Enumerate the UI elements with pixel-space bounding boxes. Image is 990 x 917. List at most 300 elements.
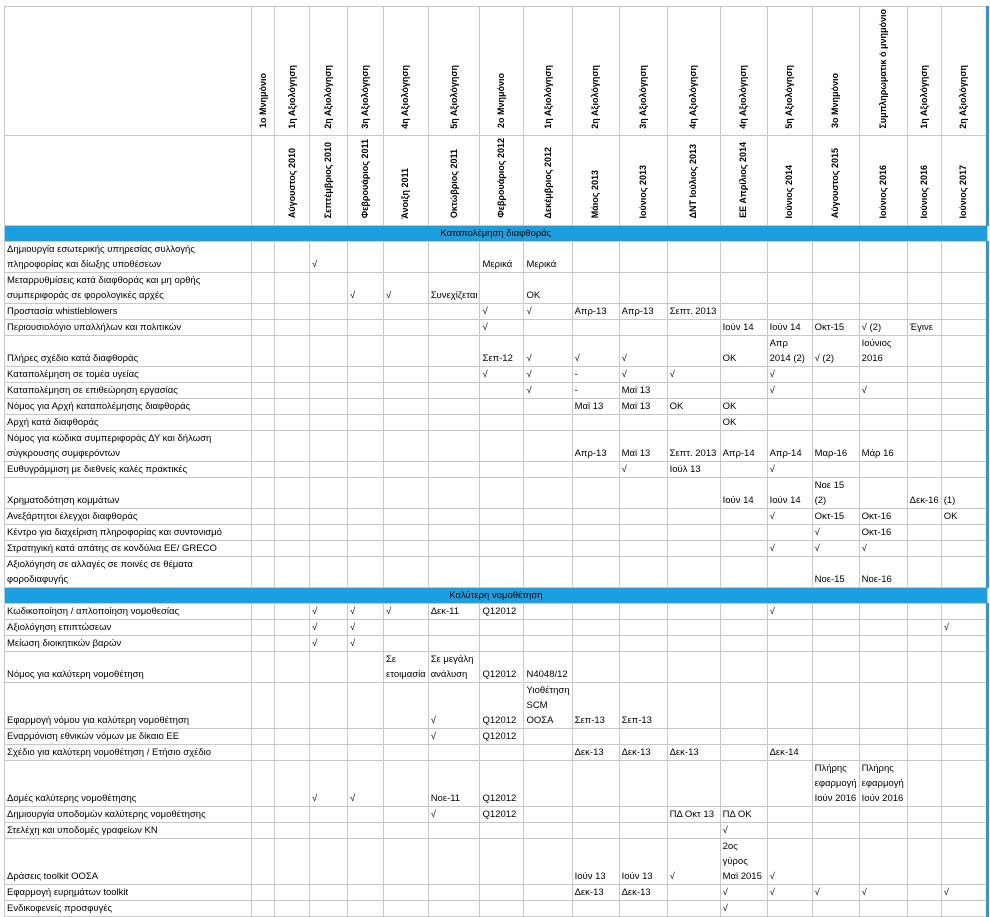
column-header[interactable] <box>941 7 987 136</box>
table-cell[interactable]: √ <box>859 885 907 901</box>
table-cell[interactable]: Ιούν 14 <box>767 478 812 509</box>
table-cell[interactable] <box>310 431 348 462</box>
table-cell[interactable] <box>720 273 767 304</box>
table-cell[interactable] <box>428 885 480 901</box>
table-cell[interactable] <box>428 745 480 761</box>
table-cell[interactable] <box>524 745 572 761</box>
table-cell[interactable] <box>812 242 859 273</box>
table-cell[interactable] <box>275 336 310 367</box>
table-cell[interactable] <box>667 509 720 525</box>
table-cell[interactable] <box>767 761 812 807</box>
table-cell[interactable]: √ (2) <box>859 320 907 336</box>
table-cell[interactable] <box>428 901 480 917</box>
table-cell[interactable] <box>384 525 429 541</box>
table-cell[interactable] <box>428 823 480 839</box>
table-cell[interactable] <box>275 839 310 885</box>
table-cell[interactable] <box>348 652 384 683</box>
table-cell[interactable] <box>859 304 907 320</box>
table-cell[interactable] <box>310 839 348 885</box>
table-cell[interactable] <box>252 636 275 652</box>
table-cell[interactable] <box>859 399 907 415</box>
table-cell[interactable]: √ <box>428 807 480 823</box>
table-cell[interactable] <box>907 367 941 383</box>
table-cell[interactable]: Q12012 <box>480 729 524 745</box>
column-header[interactable] <box>812 136 859 226</box>
table-cell[interactable] <box>907 336 941 367</box>
table-cell[interactable] <box>941 462 987 478</box>
table-cell[interactable] <box>767 683 812 729</box>
table-cell[interactable]: (1) <box>941 478 987 509</box>
table-cell[interactable] <box>428 399 480 415</box>
table-cell[interactable]: Σε ετοιμασία <box>384 652 429 683</box>
table-cell[interactable]: OK <box>720 415 767 431</box>
table-cell[interactable] <box>907 399 941 415</box>
table-cell[interactable] <box>275 761 310 807</box>
column-header[interactable] <box>720 7 767 136</box>
table-cell[interactable]: Απρ-14 <box>720 431 767 462</box>
table-cell[interactable] <box>941 273 987 304</box>
row-label-cell[interactable]: Περιουσιολόγιο υπαλλήλων και πολιτικών <box>5 320 252 336</box>
row-label-cell[interactable]: Δομές καλύτερης νομοθέτησης <box>5 761 252 807</box>
table-cell[interactable] <box>859 415 907 431</box>
table-cell[interactable]: Οκτ-15 <box>812 509 859 525</box>
table-cell[interactable] <box>572 604 619 620</box>
table-cell[interactable] <box>348 525 384 541</box>
table-cell[interactable]: √ <box>767 885 812 901</box>
table-cell[interactable] <box>480 541 524 557</box>
table-cell[interactable]: √ <box>859 383 907 399</box>
table-cell[interactable] <box>907 885 941 901</box>
table-cell[interactable] <box>524 415 572 431</box>
table-cell[interactable] <box>524 636 572 652</box>
row-label-cell[interactable]: Μεταρρυθμίσεις κατά διαφθοράς και μη ορθής συμπεριφοράς σε φορολογικές αρχές <box>5 273 252 304</box>
table-cell[interactable] <box>252 320 275 336</box>
table-cell[interactable] <box>720 636 767 652</box>
table-cell[interactable] <box>384 761 429 807</box>
table-cell[interactable] <box>252 620 275 636</box>
column-header[interactable] <box>619 7 667 136</box>
table-cell[interactable] <box>941 320 987 336</box>
row-label-cell[interactable]: Κέντρο για διαχείριση πληροφορίας και συντονισμό <box>5 525 252 541</box>
table-cell[interactable]: Ιούν 13 <box>619 839 667 885</box>
table-cell[interactable] <box>480 620 524 636</box>
table-cell[interactable] <box>941 557 987 588</box>
table-cell[interactable] <box>907 525 941 541</box>
table-cell[interactable] <box>524 557 572 588</box>
table-cell[interactable] <box>859 807 907 823</box>
table-cell[interactable] <box>275 478 310 509</box>
table-cell[interactable] <box>384 729 429 745</box>
column-header[interactable] <box>767 7 812 136</box>
table-cell[interactable] <box>767 557 812 588</box>
column-header[interactable] <box>907 136 941 226</box>
table-cell[interactable]: Σεπτ. 2013 <box>667 304 720 320</box>
table-cell[interactable] <box>428 620 480 636</box>
table-cell[interactable] <box>667 652 720 683</box>
table-cell[interactable] <box>275 320 310 336</box>
table-cell[interactable] <box>348 383 384 399</box>
table-cell[interactable]: 2ος γύρος Μαϊ 2015 <box>720 839 767 885</box>
table-cell[interactable] <box>572 415 619 431</box>
column-header[interactable] <box>619 136 667 226</box>
table-cell[interactable] <box>859 823 907 839</box>
row-label-cell[interactable]: Προστασία whistleblowers <box>5 304 252 320</box>
table-cell[interactable] <box>619 541 667 557</box>
table-cell[interactable] <box>941 604 987 620</box>
row-label-cell[interactable]: Νόμος για Αρχή καταπολέμησης διαφθοράς <box>5 399 252 415</box>
column-header[interactable] <box>859 136 907 226</box>
table-cell[interactable] <box>384 823 429 839</box>
row-label-cell[interactable]: Δημιουργία υποδομών καλύτερης νομοθέτησης <box>5 807 252 823</box>
table-cell[interactable] <box>524 620 572 636</box>
table-cell[interactable] <box>767 304 812 320</box>
table-cell[interactable] <box>619 901 667 917</box>
table-cell[interactable] <box>275 462 310 478</box>
table-cell[interactable] <box>275 604 310 620</box>
table-cell[interactable] <box>767 901 812 917</box>
table-cell[interactable] <box>252 839 275 885</box>
table-cell[interactable]: Ιούν 14 <box>767 320 812 336</box>
table-cell[interactable] <box>720 383 767 399</box>
table-cell[interactable] <box>812 683 859 729</box>
table-cell[interactable] <box>907 729 941 745</box>
table-cell[interactable] <box>428 541 480 557</box>
table-cell[interactable]: Ιούν 14 <box>720 478 767 509</box>
table-cell[interactable]: √ <box>619 367 667 383</box>
table-cell[interactable]: √ <box>310 761 348 807</box>
row-label-cell[interactable]: Στρατηγική κατά απάτης σε κονδύλια ΕΕ/ GRECO <box>5 541 252 557</box>
table-cell[interactable] <box>667 415 720 431</box>
table-cell[interactable] <box>667 557 720 588</box>
table-cell[interactable] <box>767 242 812 273</box>
table-cell[interactable] <box>348 807 384 823</box>
table-cell[interactable] <box>907 383 941 399</box>
table-cell[interactable] <box>572 273 619 304</box>
table-cell[interactable] <box>384 462 429 478</box>
table-cell[interactable] <box>859 745 907 761</box>
table-cell[interactable] <box>941 525 987 541</box>
table-cell[interactable] <box>348 509 384 525</box>
table-cell[interactable] <box>859 273 907 304</box>
table-cell[interactable] <box>907 242 941 273</box>
table-cell[interactable] <box>384 745 429 761</box>
table-cell[interactable]: √ <box>524 383 572 399</box>
table-cell[interactable]: Q12012 <box>480 807 524 823</box>
table-cell[interactable] <box>572 761 619 807</box>
table-cell[interactable] <box>348 683 384 729</box>
table-cell[interactable] <box>480 901 524 917</box>
table-cell[interactable] <box>480 557 524 588</box>
table-cell[interactable] <box>252 304 275 320</box>
table-cell[interactable] <box>812 273 859 304</box>
table-cell[interactable] <box>310 823 348 839</box>
table-cell[interactable]: Πλήρης εφαρμογή Ιούν 2016 <box>812 761 859 807</box>
table-cell[interactable] <box>384 839 429 885</box>
table-cell[interactable] <box>619 415 667 431</box>
table-cell[interactable] <box>348 839 384 885</box>
table-cell[interactable] <box>907 652 941 683</box>
table-cell[interactable]: Μαϊ 13 <box>572 399 619 415</box>
table-cell[interactable] <box>275 823 310 839</box>
table-cell[interactable] <box>859 652 907 683</box>
table-cell[interactable] <box>572 242 619 273</box>
table-cell[interactable] <box>572 729 619 745</box>
table-cell[interactable]: Ιούν 14 <box>720 320 767 336</box>
table-cell[interactable] <box>667 336 720 367</box>
table-cell[interactable] <box>667 683 720 729</box>
table-cell[interactable]: Μαρ-16 <box>812 431 859 462</box>
table-cell[interactable] <box>907 839 941 885</box>
table-cell[interactable] <box>384 901 429 917</box>
table-cell[interactable] <box>667 525 720 541</box>
table-cell[interactable] <box>310 652 348 683</box>
table-cell[interactable] <box>907 415 941 431</box>
table-cell[interactable] <box>907 604 941 620</box>
table-cell[interactable] <box>275 431 310 462</box>
table-cell[interactable] <box>859 683 907 729</box>
table-cell[interactable] <box>619 620 667 636</box>
table-cell[interactable] <box>907 462 941 478</box>
table-cell[interactable] <box>428 839 480 885</box>
table-cell[interactable] <box>275 620 310 636</box>
table-cell[interactable] <box>275 367 310 383</box>
section-title[interactable]: Καλύτερη νομοθέτηση <box>5 588 988 604</box>
row-label-cell[interactable]: Ανεξάρτητοι έλεγχοι διαφθοράς <box>5 509 252 525</box>
table-cell[interactable] <box>348 541 384 557</box>
table-cell[interactable] <box>667 636 720 652</box>
table-cell[interactable] <box>348 745 384 761</box>
table-cell[interactable] <box>310 885 348 901</box>
column-header[interactable] <box>310 136 348 226</box>
table-cell[interactable] <box>480 823 524 839</box>
table-cell[interactable] <box>480 462 524 478</box>
row-label-cell[interactable]: Ενδικοφενείς προσφυγές <box>5 901 252 917</box>
table-cell[interactable] <box>667 901 720 917</box>
table-cell[interactable] <box>720 509 767 525</box>
table-cell[interactable] <box>859 839 907 885</box>
table-cell[interactable] <box>275 525 310 541</box>
table-cell[interactable] <box>310 383 348 399</box>
column-header[interactable] <box>667 7 720 136</box>
table-cell[interactable] <box>767 807 812 823</box>
table-cell[interactable] <box>859 462 907 478</box>
table-cell[interactable] <box>310 745 348 761</box>
table-cell[interactable]: Ιούν 13 <box>572 839 619 885</box>
table-cell[interactable] <box>310 273 348 304</box>
table-cell[interactable]: Ιούλ 13 <box>667 462 720 478</box>
table-cell[interactable] <box>720 604 767 620</box>
table-cell[interactable] <box>572 462 619 478</box>
table-cell[interactable]: √ <box>767 462 812 478</box>
table-cell[interactable] <box>348 557 384 588</box>
table-cell[interactable]: Σεπ-12 <box>480 336 524 367</box>
table-cell[interactable] <box>619 557 667 588</box>
table-cell[interactable]: Δεκ-13 <box>619 885 667 901</box>
table-cell[interactable] <box>384 478 429 509</box>
table-cell[interactable] <box>720 367 767 383</box>
table-cell[interactable]: √ <box>310 604 348 620</box>
table-cell[interactable] <box>252 683 275 729</box>
table-cell[interactable]: Οκτ-16 <box>859 509 907 525</box>
table-cell[interactable] <box>720 620 767 636</box>
table-cell[interactable]: √ <box>619 336 667 367</box>
table-cell[interactable] <box>348 367 384 383</box>
table-cell[interactable]: √ <box>812 525 859 541</box>
table-cell[interactable] <box>619 807 667 823</box>
table-cell[interactable] <box>907 304 941 320</box>
table-cell[interactable] <box>812 729 859 745</box>
table-cell[interactable] <box>859 367 907 383</box>
table-cell[interactable] <box>667 242 720 273</box>
column-header[interactable] <box>480 7 524 136</box>
table-cell[interactable] <box>667 885 720 901</box>
table-cell[interactable] <box>310 336 348 367</box>
table-cell[interactable] <box>384 415 429 431</box>
table-cell[interactable] <box>812 304 859 320</box>
table-cell[interactable] <box>252 652 275 683</box>
table-cell[interactable] <box>480 839 524 885</box>
table-cell[interactable]: √ <box>767 383 812 399</box>
table-cell[interactable] <box>252 399 275 415</box>
table-cell[interactable]: √ <box>767 509 812 525</box>
table-cell[interactable] <box>941 636 987 652</box>
table-cell[interactable] <box>384 620 429 636</box>
table-cell[interactable] <box>524 509 572 525</box>
table-cell[interactable] <box>384 557 429 588</box>
column-header[interactable] <box>384 136 429 226</box>
table-cell[interactable]: Q12012 <box>480 604 524 620</box>
table-cell[interactable] <box>252 383 275 399</box>
table-cell[interactable] <box>384 304 429 320</box>
table-cell[interactable] <box>767 729 812 745</box>
column-header[interactable] <box>859 7 907 136</box>
table-cell[interactable]: OK <box>720 399 767 415</box>
table-cell[interactable]: Νοε-16 <box>859 557 907 588</box>
table-cell[interactable] <box>812 636 859 652</box>
header-corner-cell[interactable] <box>5 7 252 136</box>
table-cell[interactable] <box>275 729 310 745</box>
table-cell[interactable] <box>667 620 720 636</box>
table-cell[interactable]: √ <box>310 242 348 273</box>
table-cell[interactable] <box>310 462 348 478</box>
table-cell[interactable] <box>252 604 275 620</box>
table-cell[interactable]: Q12012 <box>480 761 524 807</box>
table-cell[interactable] <box>720 242 767 273</box>
table-cell[interactable]: Σεπτ. 2013 <box>667 431 720 462</box>
table-cell[interactable] <box>812 462 859 478</box>
table-cell[interactable] <box>428 367 480 383</box>
table-cell[interactable]: OK <box>667 399 720 415</box>
table-cell[interactable] <box>348 242 384 273</box>
table-cell[interactable] <box>907 823 941 839</box>
table-cell[interactable] <box>348 304 384 320</box>
table-cell[interactable] <box>572 620 619 636</box>
table-cell[interactable]: Μαϊ 13 <box>619 431 667 462</box>
table-cell[interactable] <box>667 823 720 839</box>
table-cell[interactable] <box>524 478 572 509</box>
table-cell[interactable] <box>384 383 429 399</box>
table-cell[interactable]: √ <box>812 885 859 901</box>
column-header[interactable] <box>812 7 859 136</box>
table-cell[interactable]: Πλήρης εφαρμογή Ιούν 2016 <box>859 761 907 807</box>
table-cell[interactable] <box>667 478 720 509</box>
table-cell[interactable] <box>524 823 572 839</box>
table-cell[interactable] <box>480 415 524 431</box>
table-cell[interactable] <box>667 729 720 745</box>
table-cell[interactable] <box>480 399 524 415</box>
table-cell[interactable] <box>619 320 667 336</box>
table-cell[interactable]: OK <box>941 509 987 525</box>
table-cell[interactable]: ΠΔ Οκτ 13 <box>667 807 720 823</box>
table-cell[interactable] <box>619 823 667 839</box>
table-cell[interactable] <box>572 807 619 823</box>
table-cell[interactable] <box>384 807 429 823</box>
table-cell[interactable] <box>480 478 524 509</box>
table-cell[interactable] <box>252 823 275 839</box>
table-cell[interactable] <box>524 525 572 541</box>
table-cell[interactable] <box>252 336 275 367</box>
table-cell[interactable] <box>428 415 480 431</box>
row-label-cell[interactable]: Καταπολέμηση σε επιθεώρηση εργασίας <box>5 383 252 399</box>
table-cell[interactable] <box>941 541 987 557</box>
table-cell[interactable]: √ <box>667 367 720 383</box>
table-cell[interactable]: √ <box>941 885 987 901</box>
table-cell[interactable] <box>428 320 480 336</box>
table-cell[interactable] <box>384 367 429 383</box>
row-label-cell[interactable]: Αξιολόγηση σε αλλαγές σε ποινές σε θέματα φοροδιαφυγής <box>5 557 252 588</box>
column-header[interactable] <box>524 7 572 136</box>
table-cell[interactable] <box>767 620 812 636</box>
table-cell[interactable]: Απρ-13 <box>572 431 619 462</box>
table-cell[interactable] <box>941 823 987 839</box>
table-cell[interactable] <box>275 885 310 901</box>
table-cell[interactable] <box>767 525 812 541</box>
table-cell[interactable]: Νοε 15 (2) <box>812 478 859 509</box>
table-cell[interactable]: - <box>572 367 619 383</box>
table-cell[interactable]: Μερικά <box>480 242 524 273</box>
table-cell[interactable] <box>572 541 619 557</box>
table-cell[interactable] <box>310 729 348 745</box>
table-cell[interactable] <box>252 273 275 304</box>
table-cell[interactable] <box>941 683 987 729</box>
table-cell[interactable] <box>524 807 572 823</box>
table-cell[interactable]: ΠΔ OK <box>720 807 767 823</box>
table-cell[interactable]: Δεκ-13 <box>619 745 667 761</box>
table-cell[interactable] <box>275 273 310 304</box>
table-cell[interactable] <box>812 652 859 683</box>
row-label-cell[interactable]: Εναρμόνιση εθνικών νόμων με δίκαιο ΕΕ <box>5 729 252 745</box>
table-cell[interactable]: Δεκ-13 <box>667 745 720 761</box>
column-header[interactable] <box>348 7 384 136</box>
column-header[interactable] <box>572 136 619 226</box>
table-cell[interactable] <box>907 683 941 729</box>
table-cell[interactable]: - <box>572 383 619 399</box>
table-cell[interactable]: √ <box>720 885 767 901</box>
table-cell[interactable] <box>524 885 572 901</box>
table-cell[interactable] <box>348 901 384 917</box>
table-cell[interactable] <box>572 557 619 588</box>
table-cell[interactable] <box>667 273 720 304</box>
table-cell[interactable]: √ <box>619 462 667 478</box>
table-cell[interactable] <box>941 304 987 320</box>
table-cell[interactable]: Οκτ-16 <box>859 525 907 541</box>
table-cell[interactable] <box>572 652 619 683</box>
table-cell[interactable]: √ <box>572 336 619 367</box>
table-cell[interactable] <box>941 399 987 415</box>
table-cell[interactable] <box>667 761 720 807</box>
table-cell[interactable] <box>275 415 310 431</box>
table-cell[interactable] <box>572 320 619 336</box>
